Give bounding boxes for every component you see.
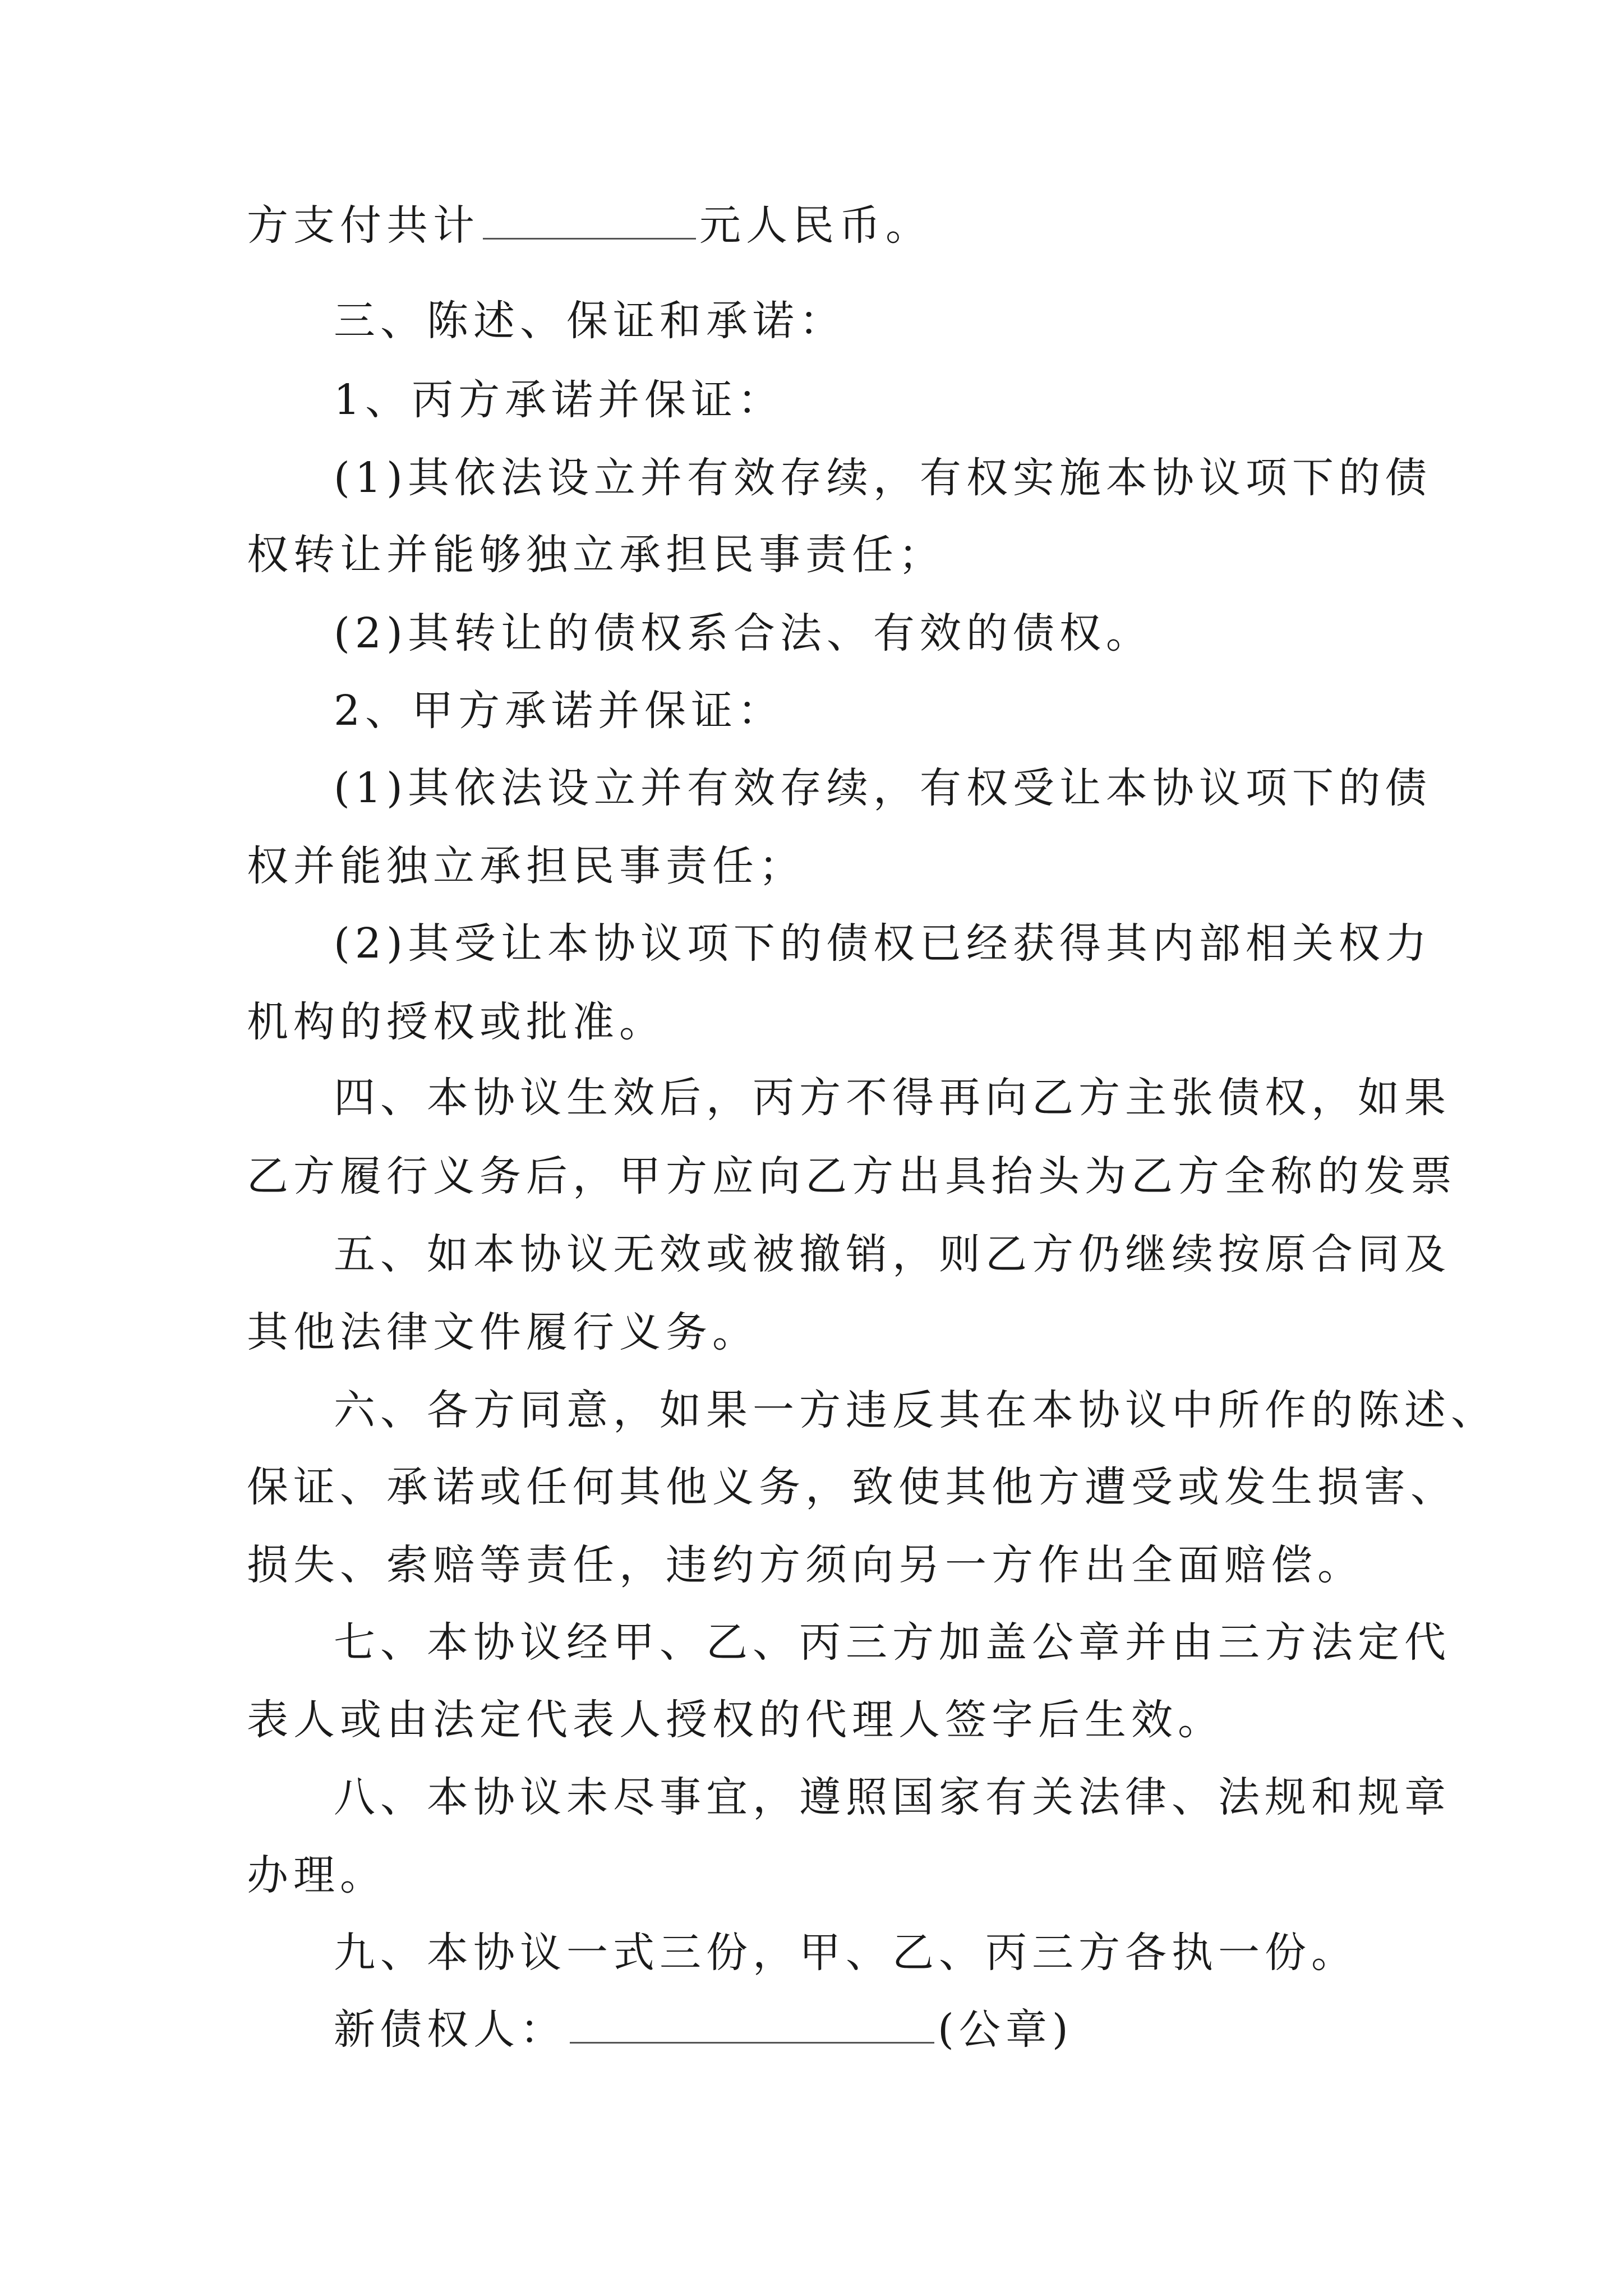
section-seven-line-2: 表人或由法定代表人授权的代理人签字后生效。 [247,1696,1224,1744]
section-six-line-1: 六、各方同意，如果一方违反其在本协议中所作的陈述、 [334,1386,1497,1434]
new-creditor-signature-line [334,2001,1073,2058]
new-creditor-blank[interactable] [570,2003,934,2044]
section-four-line-2: 乙方履行义务后，甲方应向乙方出具抬头为乙方全称的发票 [247,1152,1457,1200]
clause-3-1-item-1-line-2: 权转让并能够独立承担民事责任； [247,531,945,579]
section-four-line-1: 四、本协议生效后，丙方不得再向乙方主张债权，如果 [334,1074,1451,1122]
clause-3-2-item-1-line-1: (1)其依法设立并有效存续，有权受让本协议项下的债 [334,764,1432,812]
section-seven-line-1: 七、本协议经甲、乙、丙三方加盖公章并由三方法定代 [334,1618,1451,1667]
clause-3-1-item-1-line-1: (1)其依法设立并有效存续，有权实施本协议项下的债 [334,454,1432,502]
section-nine: 九、本协议一式三份，甲、乙、丙三方各执一份。 [334,1929,1358,1977]
clause-3-2-item-1-line-2: 权并能独立承担民事责任； [247,842,805,890]
section-eight-line-1: 八、本协议未尽事宜，遵照国家有关法律、法规和规章 [334,1773,1451,1821]
section-five-line-2: 其他法律文件履行义务。 [247,1308,759,1356]
payment-amount-suffix: 元人民币。 [699,201,932,250]
clause-3-2-item-2-line-1: (2)其受让本协议项下的债权已经获得其内部相关权力 [334,919,1432,968]
payment-amount-line [247,197,932,254]
clause-3-1-heading: 1、丙方承诺并保证： [334,376,785,424]
payment-amount-prefix: 方支付共计 [247,201,479,250]
clause-3-2-item-2-line-2: 机构的授权或批准。 [247,998,666,1046]
official-seal-label: (公章) [938,2005,1073,2054]
section-six-line-3: 损失、索赔等责任，违约方须向另一方作出全面赔偿。 [247,1541,1364,1589]
section-six-line-2: 保证、承诺或任何其他义务，致使其他方遭受或发生损害、 [247,1463,1457,1511]
section-three-heading: 三、陈述、保证和承诺： [334,297,846,345]
section-eight-line-2: 办理。 [247,1851,386,1899]
section-five-line-1: 五、如本协议无效或被撤销，则乙方仍继续按原合同及 [334,1230,1451,1278]
new-creditor-label: 新债权人： [334,2005,566,2054]
clause-3-2-heading: 2、甲方承诺并保证： [334,687,785,735]
payment-amount-blank[interactable] [483,199,696,240]
clause-3-1-item-2: (2)其转让的债权系合法、有效的债权。 [334,609,1152,657]
